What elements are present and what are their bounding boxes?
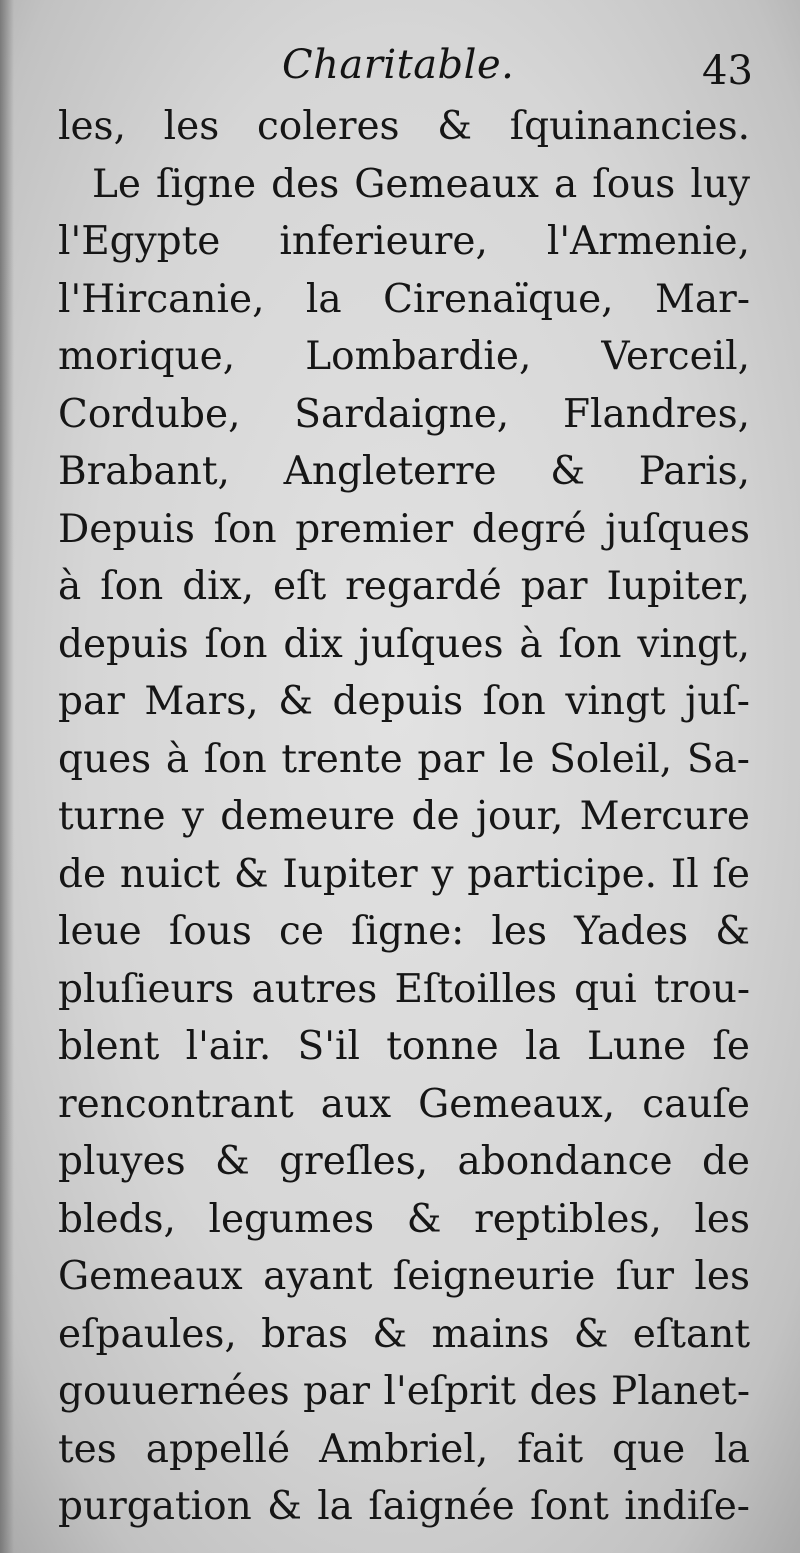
text-line: Gemeaux ayant ſeigneurie ſur les bbox=[58, 1254, 750, 1299]
running-head: Charitable. bbox=[282, 42, 515, 88]
text-line: pluſieurs autres Eſtoilles qui trou- bbox=[58, 966, 750, 1012]
text-line: bleds, legumes & reptibles, les bbox=[58, 1196, 750, 1242]
page-edge-shadow bbox=[0, 0, 14, 1553]
page-number: 43 bbox=[702, 48, 753, 94]
text-line: à ſon dix, eſt regardé par Iupiter, bbox=[58, 564, 750, 609]
text-line: blent l'air. S'il tonne la Lune ſe bbox=[58, 1024, 750, 1069]
text-line: Cordube, Sardaigne, Flandres, bbox=[58, 391, 750, 437]
text-line: l'Hircanie, la Cirenaïque, Mar- bbox=[58, 276, 750, 322]
text-line: rencontrant aux Gemeaux, cauſe bbox=[58, 1081, 750, 1127]
text-line: par Mars, & depuis ſon vingt juſ- bbox=[58, 679, 750, 724]
text-line: Brabant, Angleterre & Paris, bbox=[58, 449, 750, 494]
page-header bbox=[0, 42, 800, 102]
text-line: turne y demeure de jour, Mercure bbox=[58, 794, 750, 839]
text-line: Depuis ſon premier degré juſques bbox=[58, 506, 750, 552]
text-line: ques à ſon trente par le Soleil, Sa- bbox=[58, 736, 750, 782]
text-line: depuis ſon dix juſques à ſon vingt, bbox=[58, 621, 750, 667]
text-line: Le ſigne des Gemeaux a ſous luy bbox=[92, 161, 750, 207]
text-line: eſpaules, bras & mains & eſtant bbox=[58, 1311, 750, 1357]
text-line: de nuict & Iupiter y participe. Il ſe bbox=[58, 851, 750, 897]
text-line: leue ſous ce ſigne: les Yades & bbox=[58, 909, 750, 954]
text-line: purgation & la ſaignée ſont indiſe- bbox=[58, 1484, 750, 1529]
text-line: l'Egypte inferieure, l'Armenie, bbox=[58, 219, 750, 264]
text-line: les, les coleres & ſquinancies. bbox=[58, 104, 750, 149]
text-line: gouuernées par l'eſprit des Planet- bbox=[58, 1369, 750, 1414]
text-line: morique, Lombardie, Verceil, bbox=[58, 334, 750, 379]
text-line: tes appellé Ambriel, fait que la bbox=[58, 1426, 750, 1472]
text-line: pluyes & greſles, abondance de bbox=[58, 1139, 750, 1184]
body-text bbox=[58, 98, 750, 1536]
